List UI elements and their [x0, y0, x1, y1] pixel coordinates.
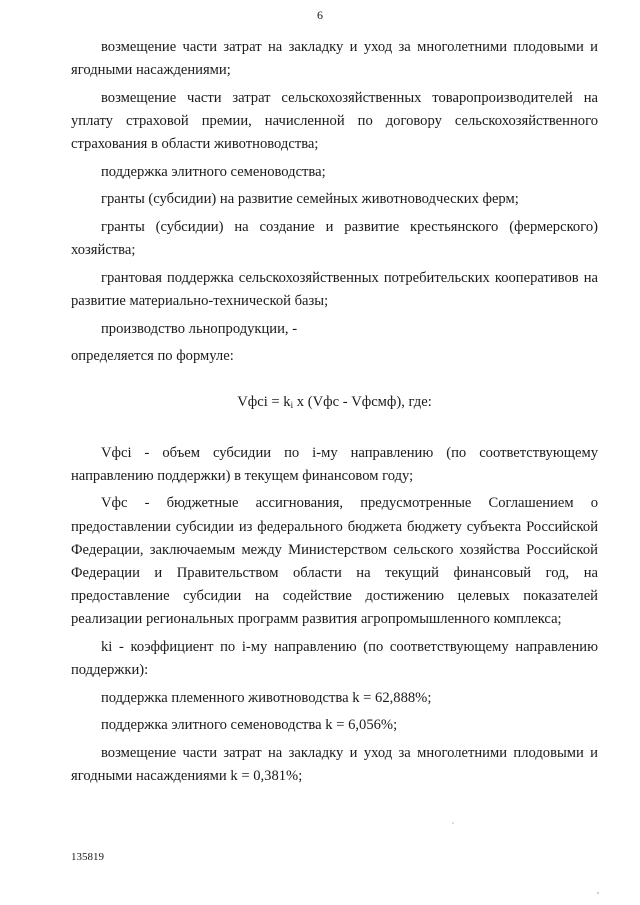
definition-vfs: Vфс - бюджетные ассигнования, предусмотренные Соглашением о предоставлении субсидии из федерального бюджета бюджету субъекта Российской Федерации, заключаемым между Министерством сельского хозяйства Российской Федерации и Правительством области на текущий финансовый год, на предоставление субсидии на содействие достижению целевых показателей реализации региональных программ развития агропромышленного комплекса;	[71, 495, 598, 628]
document-body	[71, 36, 598, 793]
formula-left: Vфсi = k	[237, 394, 291, 411]
document-code: 135819	[71, 851, 104, 863]
subsidy-formula	[71, 391, 598, 417]
formula-subscript: i	[290, 400, 294, 411]
paragraph-family-livestock-farms: гранты (субсидии) на развитие семейных животноводческих ферм;	[101, 191, 519, 208]
formula-right: x (Vфс - Vфсмф), где:	[293, 394, 432, 411]
paragraph-cooperatives-grants: грантовая поддержка сельскохозяйственных потребительских кооперативов на развитие материально-технической базы;	[71, 269, 598, 309]
paragraph-perennial-plantings: возмещение части затрат на закладку и уход за многолетними плодовыми и ягодными насаждениями;	[71, 39, 598, 79]
definition-vfsi: Vфсi - объем субсидии по i-му направлению (по соответствующему направлению поддержки) в текущем финансовом году;	[71, 444, 598, 484]
paragraph-peasant-farm-grants: гранты (субсидии) на создание и развитие крестьянского (фермерского) хозяйства;	[71, 218, 598, 259]
coefficient-elite-seed: поддержка элитного семеноводства k = 6,056%;	[101, 717, 398, 734]
paragraph-formula-intro: определяется по формуле:	[71, 348, 234, 365]
paragraph-insurance-premium: возмещение части затрат сельскохозяйственных товаропроизводителей на уплату страховой премии, начисленной по договору сельскохозяйственного страхования в области животноводства;	[71, 89, 598, 153]
paragraph-flax-production: производство льнопродукции, -	[101, 320, 298, 337]
coefficient-breeding-livestock: поддержка племенного животноводства k = 62,888%;	[101, 689, 432, 706]
paragraph-elite-seed-production: поддержка элитного семеноводства;	[101, 163, 326, 180]
page-number: 6	[317, 8, 323, 22]
definition-ki: ki - коэффициент по i-му направлению (по соответствующему направлению поддержки):	[71, 638, 598, 679]
coefficient-perennial-plantings: возмещение части затрат на закладку и уход за многолетними плодовыми и ягодными насаждениями k = 0,381%;	[71, 744, 598, 785]
